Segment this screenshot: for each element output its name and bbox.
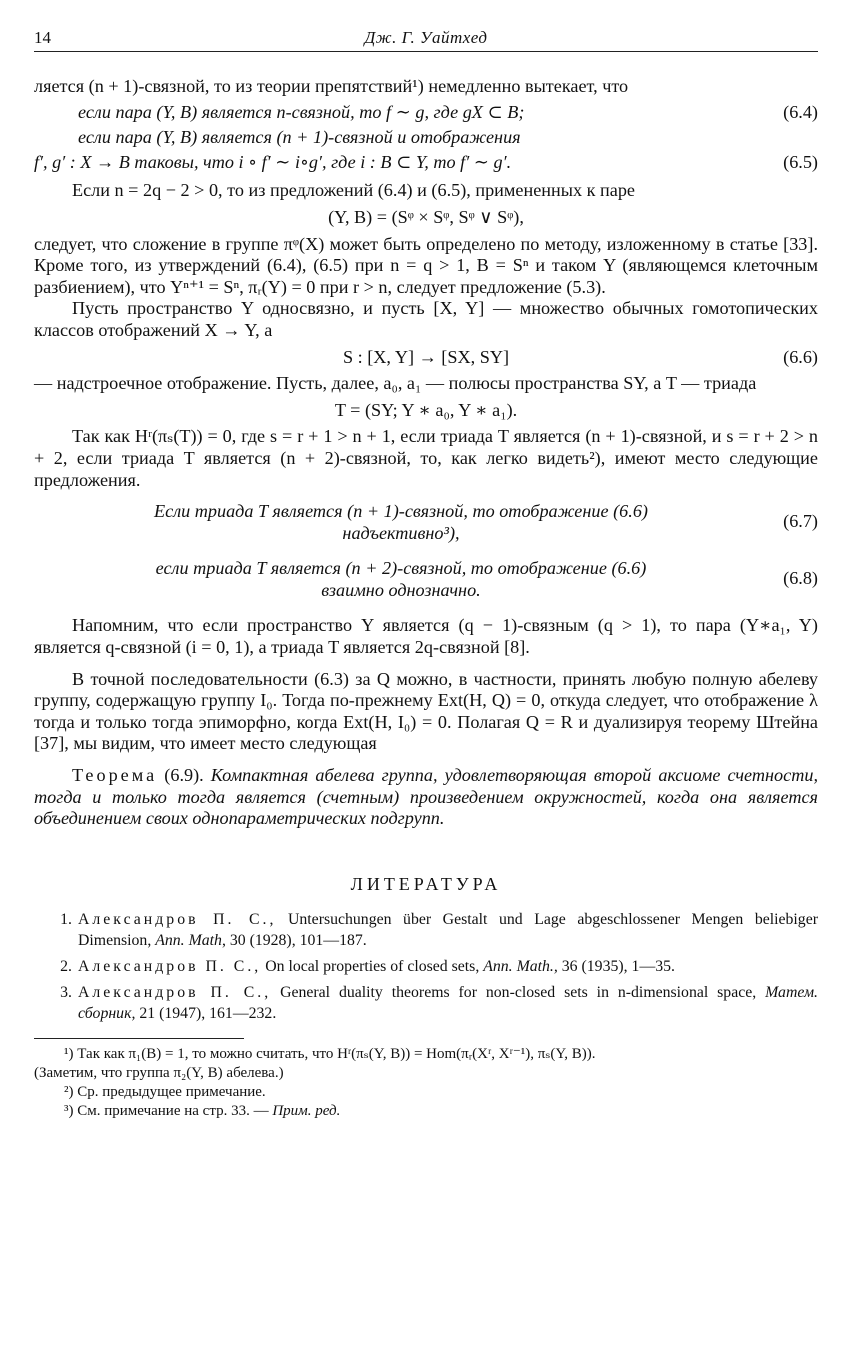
page xyxy=(34,28,818,1121)
equation-6-6-text: S : [X, Y] → [SX, SY] xyxy=(342,346,510,367)
reference-journal: Ann. Math xyxy=(155,932,222,950)
reference-body xyxy=(78,909,818,951)
footnotes xyxy=(34,1045,818,1121)
paragraph-1: ляется (n + 1)-связной, то из теории препятствий¹) немедленно вытекает, что xyxy=(34,76,629,96)
theorem-label: Теорема xyxy=(72,765,158,786)
equation-triad: T = (SY; Y ∗ a₀, Y ∗ a₁). xyxy=(334,399,518,420)
statement-6-4 xyxy=(34,102,818,124)
equation-number-6-8: (6.8) xyxy=(783,568,818,589)
footnote-1: ¹) Так как π₁(B) = 1, то можно считать, что Hʳ(πₛ(Y, B)) = Hom(πᵣ(Xʳ, Xʳ⁻¹), πₛ(Y, B)). xyxy=(64,1046,596,1063)
statement-6-4-text: если пара (Y, B) является n-связной, то f ∼ g, где gX ⊂ B; xyxy=(78,101,525,122)
statement-6-5-line-1 xyxy=(34,127,818,149)
equation-pair: (Y, B) = (Sᵠ × Sᵠ, Sᵠ ∨ Sᵠ), xyxy=(328,206,524,227)
reference-list xyxy=(34,909,818,1024)
page-number: 14 xyxy=(34,28,51,47)
reference-number: 3. xyxy=(60,984,72,1002)
running-head xyxy=(34,28,818,52)
footnote-3 xyxy=(34,1102,818,1121)
theorem-number: (6.9). xyxy=(164,765,204,786)
reference-title: On local properties of closed sets, xyxy=(265,958,480,976)
paragraph-3: следует, что сложение в группе πᵠ(X) может быть определено по методу, изложенному в статье [33]. Кроме того, из утверждений (6.4), (6.5) при n = q > 1, B = Sⁿ и таком Y (являющемся клеточным разбиением), что Yⁿ⁺¹ = Sⁿ, πᵣ(Y) = 0 при r > n, следует предложение (5.3). xyxy=(34,233,818,297)
equation-6-6 xyxy=(34,347,818,369)
footnote-2: ²) Ср. предыдущее примечание. xyxy=(64,1084,266,1101)
reference-details: 21 (1947), 161—232. xyxy=(139,1005,277,1023)
reference-author: Александров П. С., xyxy=(78,958,262,976)
theorem-6-9 xyxy=(34,765,818,830)
header-rule xyxy=(34,51,818,52)
reference-details: , 30 (1928), 101—187. xyxy=(221,932,367,950)
reference-author: Александров П. С., xyxy=(78,911,277,929)
statement-6-5-text-b: f′, g′ : X → B таковы, что i ∘ f′ ∼ i∘g′, где i : B ⊂ Y, то f′ ∼ g′. xyxy=(34,151,512,172)
statement-6-5-text-a: если пара (Y, B) является (n + 1)-связной и отображения xyxy=(78,127,521,148)
equation-number-6-6: (6.6) xyxy=(783,346,818,367)
running-title: Дж. Г. Уайтхед xyxy=(364,28,488,47)
reference-title: Untersuchungen über Gestalt und Lage abgeschlossener Mengen beliebiger Dimension, xyxy=(78,911,818,950)
reference-body xyxy=(78,982,818,1024)
equation-number-6-5: (6.5) xyxy=(783,151,818,172)
reference-author: Александров П. С., xyxy=(78,984,272,1002)
equation-number-6-4: (6.4) xyxy=(783,101,818,122)
statement-6-7-line-1: Если триада T является (n + 1)-связной, то отображение (6.6) xyxy=(154,501,648,522)
paragraph-5: — надстроечное отображение. Пусть, далее, a₀, a₁ — полюсы пространства SY, а T — триада xyxy=(34,373,757,394)
statement-6-8-line-2: взаимно однозначно. xyxy=(321,579,481,600)
footnote-3-editor-note: Прим. ред. xyxy=(272,1103,341,1120)
paragraph-7: Напомним, что если пространство Y является (q − 1)-связным (q > 1), то пара (Y∗a₁, Y) является q-связной (i = 0, 1), а триада T является 2q-связной [8]. xyxy=(34,615,818,658)
reference-body xyxy=(78,956,818,977)
reference-number: 1. xyxy=(60,911,72,929)
reference-title: General duality theorems for non-closed sets in n-dimensional space, xyxy=(280,984,757,1002)
paragraph-4: Пусть пространство Y односвязно, и пусть [X, Y] — множество обычных гомотопических классов отображений X → Y, а xyxy=(34,298,818,340)
main-text xyxy=(34,76,818,895)
equation-number-6-7: (6.7) xyxy=(783,511,818,532)
statement-6-5-line-2 xyxy=(34,152,818,174)
reference-number: 2. xyxy=(60,958,72,976)
footnote-rule xyxy=(34,1038,244,1039)
literature-title: ЛИТЕРАТУРА xyxy=(350,873,502,894)
reference-item xyxy=(34,909,818,951)
paragraph-2: Если n = 2q − 2 > 0, то из предложений (6.4) и (6.5), примененных к паре xyxy=(72,180,635,201)
footnote-3-text: ³) См. примечание на стр. 33. — xyxy=(64,1103,269,1120)
reference-journal: Матем. сборник, xyxy=(78,984,818,1023)
footnote-1-continued: (Заметим, что группа π₂(Y, B) абелева.) xyxy=(34,1065,284,1082)
paragraph-6: Так как Hʳ(πₛ(T)) = 0, где s = r + 1 > n + 1, если триада T является (n + 1)-связной, и s = r + 2 > n + 2, если триада T является (n + 2)-связной, то, как легко видеть²), имеют место следующие предложения. xyxy=(34,426,818,490)
statement-6-7 xyxy=(34,501,818,544)
reference-journal: Ann. Math., xyxy=(483,958,558,976)
statement-6-8 xyxy=(34,558,818,601)
theorem-text: Компактная абелева группа, удовлетворяющая второй аксиоме счетности, тогда и только тогда является (счетным) произведением окружностей, когда она является объединением своих однопараметрических подгрупп. xyxy=(34,765,818,829)
statement-6-8-line-1: если триада T является (n + 2)-связной, то отображение (6.6) xyxy=(155,558,647,579)
reference-item xyxy=(34,982,818,1024)
reference-item xyxy=(34,956,818,977)
statement-6-7-line-2: надъективно³), xyxy=(342,522,460,543)
reference-details: 36 (1935), 1—35. xyxy=(561,958,675,976)
paragraph-8: В точной последовательности (6.3) за Q можно, в частности, принять любую полную абелеву группу, содержащую группу I₀. Тогда по-прежнему Ext(H, Q) = 0, откуда следует, что отображение λ тогда и только тогда эпиморфно, когда Ext(H, I₀) = 0. Полагая Q = R и дуализируя теорему Штейна [37], мы видим, что имеет место следующая xyxy=(34,668,818,754)
